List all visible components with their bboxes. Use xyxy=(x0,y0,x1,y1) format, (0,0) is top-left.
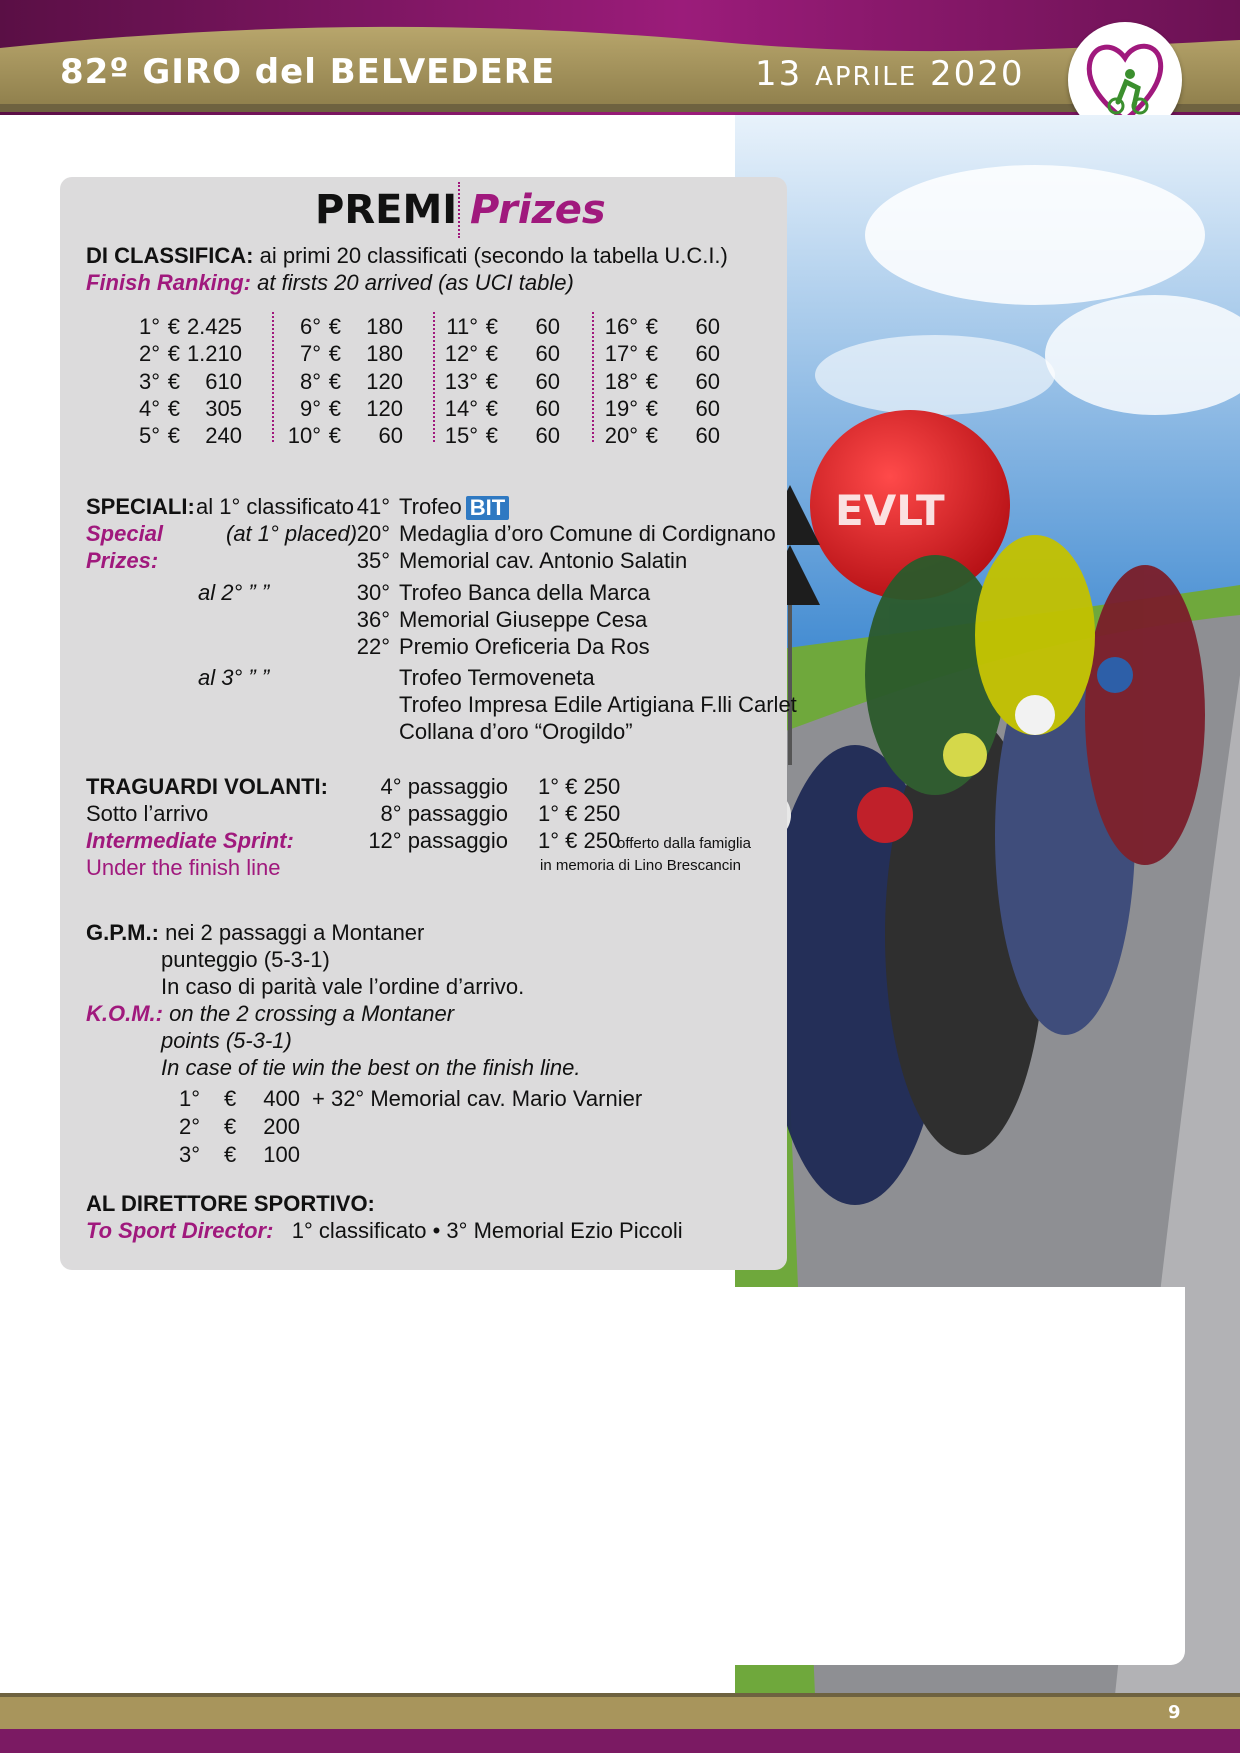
traguardi-sub-it: Sotto l’arrivo xyxy=(86,801,209,826)
ranking-currency: € xyxy=(485,314,498,339)
ranking-position: 1° xyxy=(138,314,160,339)
ranking-value: 60 xyxy=(535,314,560,339)
ranking-position: 13° xyxy=(444,368,478,394)
special-prizes-label-1: Special xyxy=(86,521,164,546)
kom-line-1: K.O.M.: on the 2 crossing a Montaner xyxy=(86,1001,455,1026)
traguardi-pass: 4° passaggio xyxy=(380,774,508,799)
speciali-item-number: 41° xyxy=(356,494,390,519)
ranking-position: 18° xyxy=(604,368,638,394)
ranking-currency: € xyxy=(645,423,658,449)
ranking-position: 8° xyxy=(299,368,321,394)
ranking-currency: € xyxy=(167,423,180,449)
ranking-value: 60 xyxy=(695,314,720,339)
speciali-item-name xyxy=(399,634,650,660)
traguardi-sub-en: Under the finish line xyxy=(86,855,281,880)
ranking-value: 180 xyxy=(366,314,403,339)
speciali-first-en: (at 1° placed) xyxy=(226,521,358,546)
gpm-value: 200 xyxy=(263,1114,300,1139)
speciali-first-it: al 1° classificato xyxy=(196,494,354,519)
ranking-value: 305 xyxy=(205,395,242,421)
ranking-value: 60 xyxy=(695,368,720,394)
ranking-row xyxy=(92,340,242,367)
speciali-item-label: Collana d’oro “Orogildo” xyxy=(399,719,633,744)
ranking-value: 2.425 xyxy=(186,314,242,339)
gpm-extra: + 32° Memorial cav. Mario Varnier xyxy=(312,1086,643,1111)
ranking-row xyxy=(253,422,403,449)
speciali-item-name xyxy=(399,548,687,574)
traguardi-label-en: Intermediate Sprint: xyxy=(86,828,294,853)
speciali-item-name xyxy=(399,719,633,745)
event-date: 13 APRILE 2020 xyxy=(755,54,1025,94)
footer-banner xyxy=(0,1693,1240,1753)
gpm-value: 400 xyxy=(263,1086,300,1111)
title-divider xyxy=(458,182,460,238)
ranking-row xyxy=(92,395,242,422)
ranking-value: 60 xyxy=(535,368,560,394)
speciali-item-name xyxy=(399,665,595,691)
ranking-row xyxy=(253,368,403,395)
ranking-position: 17° xyxy=(604,341,638,367)
ranking-position: 3° xyxy=(138,368,160,394)
title-prizes: Prizes xyxy=(470,187,606,233)
direttore-label: AL DIRETTORE SPORTIVO: xyxy=(86,1191,375,1216)
ranking-position: 16° xyxy=(604,314,638,339)
ranking-value: 60 xyxy=(535,395,560,421)
ranking-position: 9° xyxy=(299,395,321,421)
ranking-row xyxy=(92,313,242,340)
speciali-item-label: Trofeo Impresa Edile Artigiana F.lli Carlet xyxy=(399,692,797,717)
ranking-currency: € xyxy=(328,341,341,367)
ranking-currency: € xyxy=(485,423,498,449)
page-number: 9 xyxy=(1168,1702,1181,1723)
gpm-currency: € xyxy=(224,1114,237,1139)
speciali-item-name xyxy=(399,521,776,547)
gpm-line-2: punteggio (5-3-1) xyxy=(161,947,330,972)
ranking-currency: € xyxy=(328,314,341,339)
gpm-position: 3° xyxy=(178,1142,200,1167)
ranking-position: 11° xyxy=(446,314,478,339)
ranking-position: 4° xyxy=(138,395,160,421)
ranking-currency: € xyxy=(328,368,341,394)
speciali-label: SPECIALI: xyxy=(86,494,195,519)
gpm-line-3: In caso di parità vale l’ordine d’arrivo. xyxy=(161,974,525,999)
ranking-position: 12° xyxy=(444,341,478,367)
ranking-value: 60 xyxy=(535,423,560,449)
speciali-item-number: 35° xyxy=(356,548,390,573)
traguardi-note-1: offerto dalla famiglia xyxy=(617,835,751,852)
ranking-position: 5° xyxy=(138,423,160,449)
speciali-item-number: 30° xyxy=(356,580,390,605)
ranking-value: 180 xyxy=(366,341,403,367)
title-premi: PREMI xyxy=(315,187,458,233)
ranking-value: 60 xyxy=(695,341,720,367)
ranking-currency: € xyxy=(328,395,341,421)
gpm-currency: € xyxy=(224,1142,237,1167)
ranking-row xyxy=(92,368,242,395)
speciali-item-number: 20° xyxy=(356,521,390,546)
gpm-currency: € xyxy=(224,1086,237,1111)
traguardi-note-2: in memoria di Lino Brescancin xyxy=(540,857,741,874)
gpm-position: 1° xyxy=(178,1086,200,1111)
ranking-currency: € xyxy=(645,395,658,421)
ranking-value: 60 xyxy=(378,423,403,449)
speciali-item-number: 22° xyxy=(356,634,390,659)
ranking-currency: € xyxy=(167,341,180,367)
gpm-line-1: G.P.M.: nei 2 passaggi a Montaner xyxy=(86,920,425,945)
ranking-value: 60 xyxy=(535,341,560,367)
ranking-currency: € xyxy=(167,368,180,394)
speciali-item-name xyxy=(399,580,650,606)
ranking-position: 19° xyxy=(604,395,638,421)
ranking-currency: € xyxy=(485,341,498,367)
ranking-value: 1.210 xyxy=(186,341,242,367)
traguardi-pass: 12° passaggio xyxy=(368,828,508,853)
bit-logo-icon: BIT xyxy=(466,496,509,520)
traguardi-prize: 1° € 250 xyxy=(538,828,621,853)
ranking-divider xyxy=(272,312,274,442)
ranking-row xyxy=(253,395,403,422)
ranking-row xyxy=(92,422,242,449)
ranking-value: 120 xyxy=(366,368,403,394)
ranking-currency: € xyxy=(645,314,658,339)
ranking-currency: € xyxy=(485,395,498,421)
speciali-item-name xyxy=(399,607,647,633)
speciali-item-label: Trofeo xyxy=(399,494,462,519)
blank-box xyxy=(630,1287,1185,1665)
traguardi-prize: 1° € 250 xyxy=(538,774,621,799)
event-title: 82º GIRO del BELVEDERE xyxy=(60,52,556,92)
ranking-position: 15° xyxy=(444,423,478,449)
speciali-second: al 2° ” ” xyxy=(198,580,270,605)
classifica-line-it: DI CLASSIFICA: ai primi 20 classificati (secondo la tabella U.C.I.) xyxy=(86,243,728,268)
speciali-item-label: Trofeo Termoveneta xyxy=(399,665,595,690)
ranking-value: 120 xyxy=(366,395,403,421)
speciali-item-label: Premio Oreficeria Da Ros xyxy=(399,634,650,659)
gpm-value: 100 xyxy=(263,1142,300,1167)
ranking-currency: € xyxy=(167,395,180,421)
ranking-divider xyxy=(433,312,435,442)
traguardi-label: TRAGUARDI VOLANTI: xyxy=(86,774,328,799)
speciali-item-label: Trofeo Banca della Marca xyxy=(399,580,651,605)
traguardi-prize: 1° € 250 xyxy=(538,801,621,826)
ranking-position: 6° xyxy=(299,314,321,339)
classifica-line-en: Finish Ranking: at firsts 20 arrived (as UCI table) xyxy=(86,270,574,295)
ranking-position: 10° xyxy=(287,423,321,449)
ranking-value: 60 xyxy=(695,423,720,449)
svg-text:EVLT: EVLT xyxy=(835,486,945,535)
ranking-position: 14° xyxy=(444,395,478,421)
ranking-currency: € xyxy=(328,423,341,449)
gpm-position: 2° xyxy=(178,1114,200,1139)
speciali-item-label: Memorial Giuseppe Cesa xyxy=(399,607,648,632)
ranking-value: 610 xyxy=(205,368,242,394)
special-prizes-label-2: Prizes: xyxy=(86,548,159,573)
ranking-currency: € xyxy=(485,368,498,394)
traguardi-pass: 8° passaggio xyxy=(380,801,508,826)
speciali-item-name xyxy=(399,692,797,718)
speciali-item-label: Medaglia d’oro Comune di Cordignano xyxy=(399,521,776,546)
kom-line-2: points (5-3-1) xyxy=(161,1028,292,1053)
speciali-item-number: 36° xyxy=(356,607,390,632)
ranking-currency: € xyxy=(645,341,658,367)
kom-line-3: In case of tie win the best on the finish line. xyxy=(161,1055,581,1080)
ranking-position: 2° xyxy=(138,341,160,367)
ranking-position: 20° xyxy=(604,423,638,449)
ranking-currency: € xyxy=(167,314,180,339)
ranking-row xyxy=(253,313,403,340)
ranking-currency: € xyxy=(645,368,658,394)
ranking-value: 240 xyxy=(205,423,242,449)
ranking-value: 60 xyxy=(695,395,720,421)
ranking-row xyxy=(253,340,403,367)
speciali-item-name xyxy=(399,494,509,520)
speciali-item-label: Memorial cav. Antonio Salatin xyxy=(399,548,688,573)
ranking-position: 7° xyxy=(299,341,321,367)
ranking-divider xyxy=(592,312,594,442)
speciali-third: al 3° ” ” xyxy=(198,665,270,690)
direttore-line: To Sport Director: 1° classificato • 3° Memorial Ezio Piccoli xyxy=(86,1218,683,1243)
